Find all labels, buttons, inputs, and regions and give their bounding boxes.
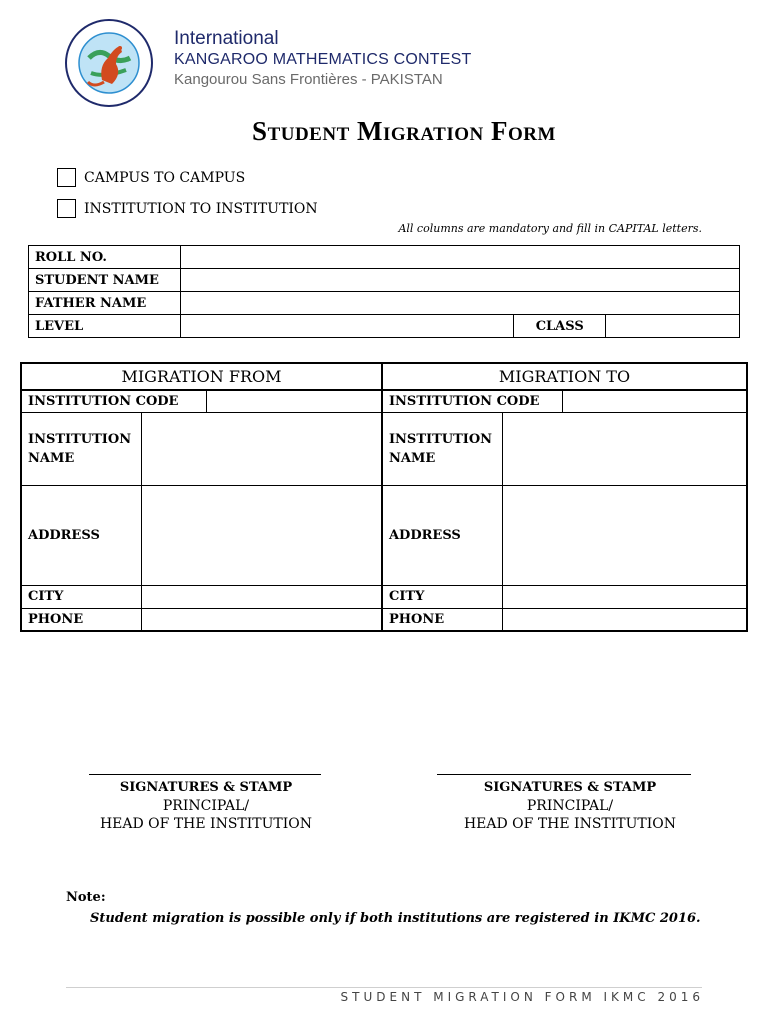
signature-role-2: HEAD OF THE INSTITUTION <box>463 816 677 832</box>
label-line: INSTITUTION <box>388 431 493 447</box>
kangaroo-logo <box>64 18 154 108</box>
header-line-1: International <box>174 28 279 49</box>
student-name-label: STUDENT NAME <box>29 269 181 292</box>
level-field[interactable] <box>180 315 513 338</box>
migration-to-heading: MIGRATION TO <box>382 363 747 390</box>
to-institution-code-field[interactable] <box>562 390 747 412</box>
from-phone-field[interactable] <box>141 608 382 631</box>
to-phone-label: PHONE <box>382 608 502 631</box>
signature-role-2: HEAD OF THE INSTITUTION <box>99 816 313 832</box>
from-city-label: CITY <box>21 585 141 608</box>
from-institution-name-label <box>21 412 141 485</box>
from-institution-code-label: INSTITUTION CODE <box>21 390 207 412</box>
from-institution-code-field[interactable] <box>207 390 382 412</box>
mandatory-note: All columns are mandatory and fill in CAPITAL letters. <box>398 222 702 235</box>
class-field[interactable] <box>606 315 740 338</box>
roll-no-field[interactable] <box>180 246 739 269</box>
to-address-label: ADDRESS <box>382 485 502 585</box>
to-address-field[interactable] <box>502 485 747 585</box>
father-name-label: FATHER NAME <box>29 292 181 315</box>
signature-line-right[interactable] <box>437 774 691 775</box>
signature-block-left <box>70 780 342 834</box>
signature-label: SIGNATURES & STAMP <box>483 780 657 795</box>
signature-block-right <box>430 780 710 834</box>
header-line-3: Kangourou Sans Frontières - PAKISTAN <box>174 71 443 88</box>
option-label: CAMPUS TO CAMPUS <box>84 169 246 186</box>
from-city-field[interactable] <box>141 585 382 608</box>
from-address-field[interactable] <box>141 485 382 585</box>
footer-divider <box>66 987 702 988</box>
signature-role-1: PRINCIPAL/ <box>526 798 614 814</box>
to-city-field[interactable] <box>502 585 747 608</box>
roll-no-label: ROLL NO. <box>29 246 181 269</box>
signature-line-left[interactable] <box>89 774 321 775</box>
note-heading: Note: <box>66 890 106 905</box>
label-line: NAME <box>388 450 436 466</box>
from-institution-name-field[interactable] <box>141 412 382 485</box>
label-line: NAME <box>28 450 75 466</box>
student-name-field[interactable] <box>180 269 739 292</box>
signature-label: SIGNATURES & STAMP <box>119 780 293 795</box>
footer-text: STUDENT MIGRATION FORM IKMC 2016 <box>340 990 704 1004</box>
note-text: Student migration is possible only if both institutions are registered in IKMC 2016. <box>90 911 701 926</box>
to-phone-field[interactable] <box>502 608 747 631</box>
campus-to-campus-checkbox[interactable] <box>57 168 76 187</box>
institution-to-institution-checkbox[interactable] <box>57 199 76 218</box>
from-address-label: ADDRESS <box>21 485 141 585</box>
to-institution-name-label <box>382 412 502 485</box>
level-label: LEVEL <box>29 315 181 338</box>
signature-role-1: PRINCIPAL/ <box>162 798 250 814</box>
father-name-field[interactable] <box>180 292 739 315</box>
header-line-2: KANGAROO MATHEMATICS CONTEST <box>174 51 472 68</box>
label-line: INSTITUTION <box>28 431 132 447</box>
student-details-table <box>28 245 740 338</box>
migration-from-heading: MIGRATION FROM <box>21 363 382 390</box>
to-institution-name-field[interactable] <box>502 412 747 485</box>
migration-table <box>20 362 748 632</box>
class-label: CLASS <box>514 315 606 338</box>
option-institution-to-institution[interactable] <box>57 199 318 218</box>
option-campus-to-campus[interactable] <box>57 168 245 187</box>
from-phone-label: PHONE <box>21 608 141 631</box>
to-institution-code-label: INSTITUTION CODE <box>382 390 562 412</box>
form-title: Student Migration Form <box>252 116 556 146</box>
option-label: INSTITUTION TO INSTITUTION <box>84 200 318 217</box>
to-city-label: CITY <box>382 585 502 608</box>
